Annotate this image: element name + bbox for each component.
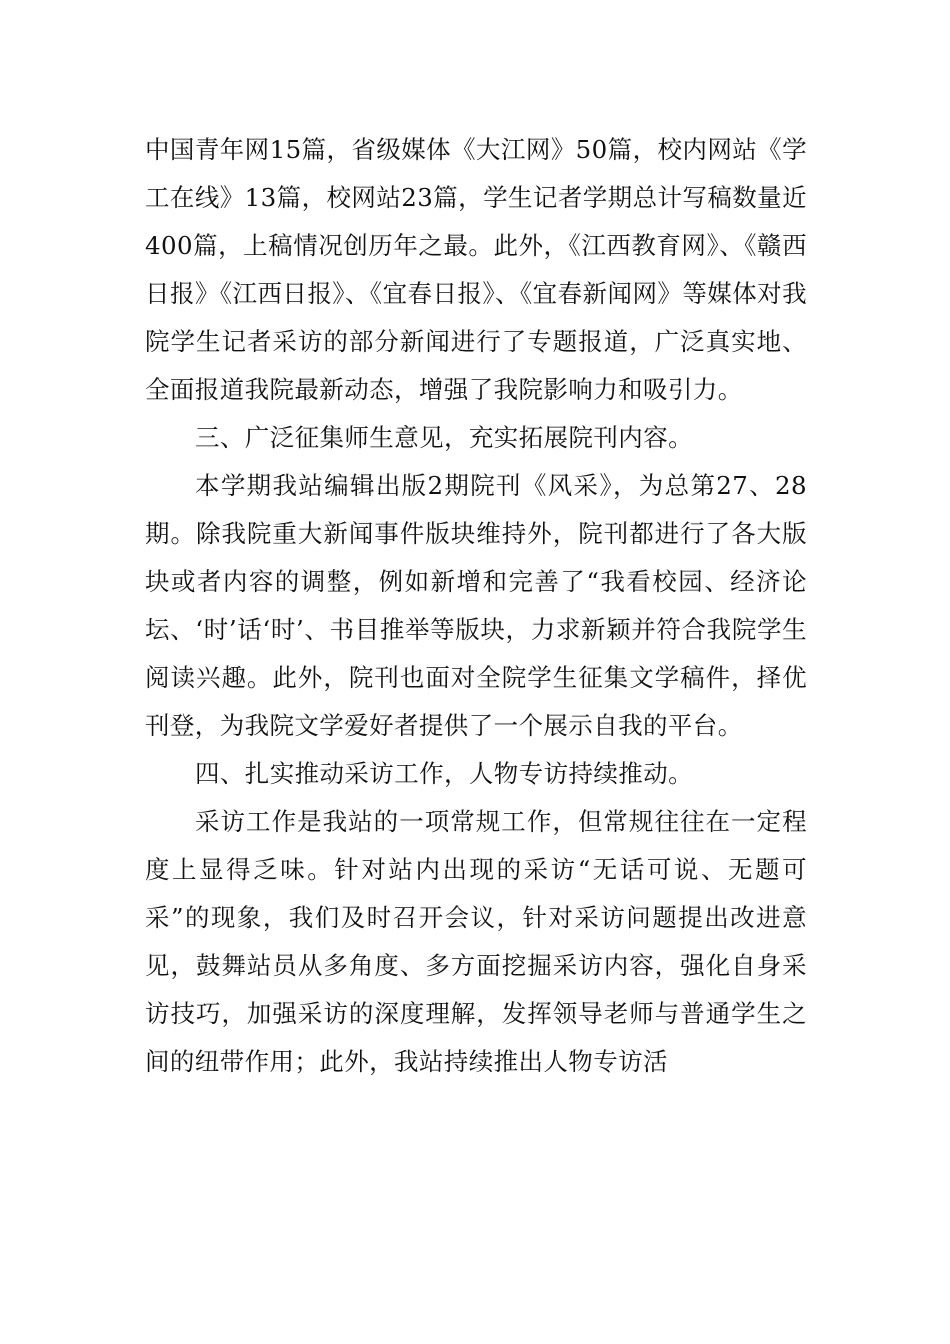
paragraph-journal: 本学期我站编辑出版2期院刊《风采》，为总第27、28期。除我院重大新闻事件版块维持外，院刊都进行了各大版块或者内容的调整，例如新增和完善了“我看校园、经济论坛、‘时’话‘时’、书目推举等版块，力求新颖并符合我院学生阅读兴趣。此外，院刊也面对全院学生征集文学稿件，择优刊登，为我院文学爱好者提供了一个展示自我的平台。 (145, 471, 807, 740)
section-heading-4: 四、扎实推动采访工作，人物专访持续推动。 (195, 759, 693, 788)
paragraph-media-coverage: 中国青年网15篇，省级媒体《大江网》50篇，校内网站《学工在线》13篇，校网站23篇，学生记者学期总计写稿数量近400篇，上稿情况创历年之最。此外，《江西教育网》、《赣西日报》《江西日报》、《宜春日报》、《宜春新闻网》等媒体对我院学生记者采访的部分新闻进行了专题报道，广泛真实地、全面报道我院最新动态，增强了我院影响力和吸引力。 (145, 135, 807, 404)
document-body (145, 126, 807, 1086)
paragraph-interviews: 采访工作是我站的一项常规工作，但常规往往在一定程度上显得乏味。针对站内出现的采访“无话可说、无题可采”的现象，我们及时召开会议，针对采访问题提出改进意见，鼓舞站员从多角度、多方面挖掘采访内容，强化自身采访技巧，加强采访的深度理解，发挥领导老师与普通学生之间的纽带作用；此外，我站持续推出人物专访活 (145, 807, 807, 1076)
section-heading-3: 三、广泛征集师生意见，充实拓展院刊内容。 (195, 423, 693, 452)
